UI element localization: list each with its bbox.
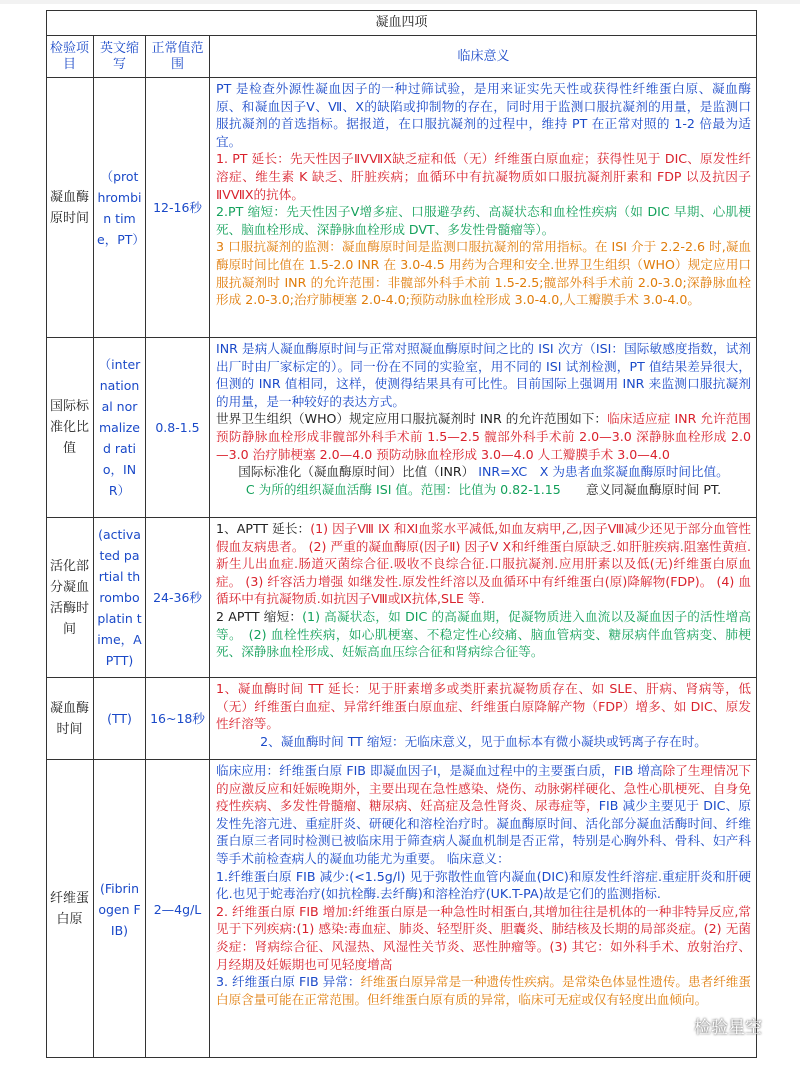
cell-meaning bbox=[210, 78, 757, 337]
meaning-paragraph: 1、凝血酶时间 TT 延长：见于肝素增多或类肝素抗凝物质存在、如 SLE、肝病、肾病等，低（无）纤维蛋白血症、异常纤维蛋白原血症、纤维蛋白原降解产物（FDP）增多、如 DIC、原发性纤溶等。 bbox=[216, 681, 751, 732]
cell-range: 24-36秒 bbox=[146, 518, 210, 677]
cell-item: 凝血酶时间 bbox=[46, 678, 94, 759]
meaning-paragraph: C 为所的组织凝血活酶 ISI 值。范围：比值为 0.82-1.15 意义同凝血酶原时间 PT. bbox=[245, 481, 722, 497]
meaning-paragraph: 2. 纤维蛋白原 FIB 增加:纤维蛋白原是一种急性时相蛋白,其增加往往是机体的一种非特异反应,常见于下列疾病:(1) 感染:毒血症、肺炎、轻型肝炎、胆囊炎、肺结核及长期的局部炎症。(2) 无菌炎症：肾病综合征、风湿热、风湿性关节炎、恶性肿瘤等。(3) 其它：如外科手术、放射治疗、月经期及妊娠期也可见轻度增高 bbox=[216, 903, 751, 972]
meaning-paragraph: 3 口服抗凝剂的监测：凝血酶原时间是监测口服抗凝剂的常用指标。在 ISI 介于 2.2-2.6 时,凝血酶原时间比值在 1.5-2.0 INR 在 3.0-4.5 用药为合理和安全.世界卫生组织（WHO）规定应用口服抗凝剂时 INR 的允许范围：非髋部外科手术前 1.5-2.5;髋部外科手术前 2.0-3.0;深静脉血栓形成 2.0-3.0;治疗肺梗塞 2.0-4.0;预防动脉血栓形成 3.0-4.0,人工瓣膜手术 3.0-4.0。 bbox=[216, 239, 751, 308]
cell-range: 2—4g/L bbox=[146, 760, 210, 1058]
cell-range: 16~18秒 bbox=[146, 678, 210, 759]
meaning-paragraph: 3. 纤维蛋白原 FIB 异常：纤维蛋白原异常是一种遗传性疾病。是常染色体显性遗传。患者纤维蛋白原含量可能在正常范围。但纤维蛋白原有质的异常，临床可无症或仅有轻度出血倾向。 bbox=[216, 974, 752, 1007]
table-row-pt bbox=[46, 78, 757, 338]
cell-range: 0.8-1.5 bbox=[146, 338, 210, 517]
table-title: 凝血四项 bbox=[46, 10, 757, 36]
watermark bbox=[668, 1016, 792, 1042]
table-row-inr bbox=[46, 338, 757, 518]
cell-abbr: (Fibrinogen FIB) bbox=[94, 760, 146, 1058]
meaning-paragraph: 1.纤维蛋白原 FIB 减少:(<1.5g/l) 见于弥散性血管内凝血(DIC)和原发性纤溶症.重症肝炎和肝硬化.也见于蛇毒治疗(如抗栓酶.去纤酶)和溶栓治疗(UK.T-PA)故是它们的监测指标. bbox=[216, 868, 751, 902]
table-row-aptt bbox=[46, 518, 757, 678]
meaning-paragraph: 1、APTT 延长：(1) 因子Ⅷ Ⅸ 和Ⅺ血浆水平减低,如血友病甲,乙,因子Ⅷ减少还见于部分血管性假血友病患者。 (2) 严重的凝血酶原(因子Ⅱ) 因子Ⅴ Ⅹ和纤维蛋白原缺乏.如肝脏疾病.阻塞性黄疸.新生儿出血症.肠道灭菌综合征.吸收不良综合征.口服抗凝剂.应用肝素以及低(无)纤维蛋白原血症。 (3) 纤容活力增强 如继发性.原发性纤溶以及血循环中有纤维蛋白(原)降解物(FDP)。 (4) 血循环中有抗凝物质.如抗因子Ⅷ或Ⅸ抗体,SLE 等. bbox=[216, 521, 752, 607]
meaning-paragraph: 2、凝血酶时间 TT 缩短：无临床意义，见于血标本有微小凝块或钙离子存在时。 bbox=[260, 733, 707, 749]
cell-item: 纤维蛋白原 bbox=[46, 760, 94, 1058]
table-row-tt bbox=[46, 678, 757, 760]
header-abbr: 英文缩写 bbox=[94, 36, 146, 78]
cell-meaning bbox=[210, 518, 757, 677]
cell-meaning bbox=[210, 760, 757, 1058]
header-range: 正常值范围 bbox=[146, 36, 210, 78]
meaning-paragraph: 国际标准化（凝血酶原时间）比值（INR） INR=XC X 为患者血浆凝血酶原时间比值。 bbox=[238, 464, 729, 480]
header-meaning: 临床意义 bbox=[210, 36, 757, 78]
meaning-paragraph: 2.PT 缩短：先天性因子Ⅴ增多症、口服避孕药、高凝状态和血栓性疾病（如 DIC 早期、心肌梗死、脑血栓形成、深静脉血栓形成 DVT、多发性骨髓瘤等）。 bbox=[216, 204, 751, 237]
top-strip bbox=[0, 0, 800, 4]
cell-item: 活化部分凝血活酶时间 bbox=[46, 518, 94, 677]
cell-abbr: (activated partial thromboplatin time，APTT) bbox=[94, 518, 146, 677]
cell-abbr: （international normalized ratio，INR） bbox=[94, 338, 146, 517]
watermark-text: 检验星空 bbox=[694, 1018, 762, 1039]
cell-item: 凝血酶原时间 bbox=[46, 78, 94, 337]
table-row-fib bbox=[46, 760, 757, 1058]
cell-meaning bbox=[210, 678, 757, 759]
wechat-bubble-icon bbox=[668, 1018, 690, 1040]
header-item: 检验项目 bbox=[46, 36, 94, 78]
meaning-paragraph: 1. PT 延长：先天性因子ⅡⅤⅦⅩ缺乏症和低（无）纤维蛋白原血症；获得性见于 DIC、原发性纤溶症、维生素 K 缺乏、肝脏疾病；血循环中有抗凝物质如口服抗凝剂肝素和 FDP 以及抗因子ⅡⅤⅦⅩ的抗体。 bbox=[216, 151, 751, 202]
cell-item: 国际标准化比值 bbox=[46, 338, 94, 517]
meaning-paragraph: INR 是病人凝血酶原时间与正常对照凝血酶原时间之比的 ISI 次方（ISI：国际敏感度指数，试剂出厂时由厂家标定的）。同一份在不同的实验室，用不同的 ISI 试剂检测，PT 值结果差异很大，但测的 INR 值相同，这样，使测得结果具有可比性。目前国际上强调用 INR 来监测口服抗凝剂的用量，是一种较好的表达方式。 bbox=[216, 341, 751, 409]
meaning-paragraph: 世界卫生组织（WHO）规定应用口服抗凝剂时 INR 的允许范围如下：临床适应症 INR 允许范围预防静脉血栓形成非髋部外科手术前 1.5—2.5 髋部外科手术前 2.0—3.0 深静脉血栓形成 2.0—3.0 治疗肺梗塞 2.0—4.0 预防动脉血栓形成 3.0—4.0 人工瓣膜手术 3.0—4.0 bbox=[216, 411, 751, 462]
cell-meaning bbox=[210, 338, 757, 517]
meaning-paragraph: 2 APTT 缩短：(1) 高凝状态，如 DIC 的高凝血期，促凝物质进入血流以及凝血因子的活性增高等。 (2) 血栓性疾病，如心肌梗塞、不稳定性心绞痛、脑血管病变、糖尿病伴血管病变、肺梗死、深静脉血栓形成、妊娠高血压综合征和肾病综合征等。 bbox=[216, 608, 751, 660]
meaning-paragraph: 临床应用：纤维蛋白原 FIB 即凝血因子Ⅰ，是凝血过程中的主要蛋白质，FIB 增高除了生理情况下的应激反应和妊娠晚期外，主要出现在急性感染、烧伤、动脉粥样硬化、急性心肌梗死、自身免疫性疾病、多发性骨髓瘤、糖尿病、妊高症及急性肾炎、尿毒症等，FIB 减少主要见于 DIC、原发性先溶亢进、重症肝炎、研硬化和溶栓治疗时。凝血酶原时间、活化部分凝血活酶时间、纤维蛋白原三者同时检测已被临床用于筛查病人凝血机制是否正常，特别是心胸外科、骨科、妇产科等手术前检查病人的凝血功能尤为重要。 临床意义： bbox=[216, 763, 752, 866]
cell-abbr: （prothrombin time，PT） bbox=[94, 78, 146, 337]
cell-range: 12-16秒 bbox=[146, 78, 210, 337]
meaning-paragraph: PT 是检查外源性凝血因子的一种过筛试验，是用来证实先天性或获得性纤维蛋白原、凝血酶原、和凝血因子Ⅴ、Ⅶ、Ⅹ的缺陷或抑制物的存在，同时用于监测口服抗凝剂的用量，是监测口服抗凝剂的首选指标。据报道，在口服抗凝剂的过程中，维持 PT 在正常对照的 1-2 倍最为适宜。 bbox=[216, 81, 751, 149]
cell-abbr: (TT) bbox=[94, 678, 146, 759]
